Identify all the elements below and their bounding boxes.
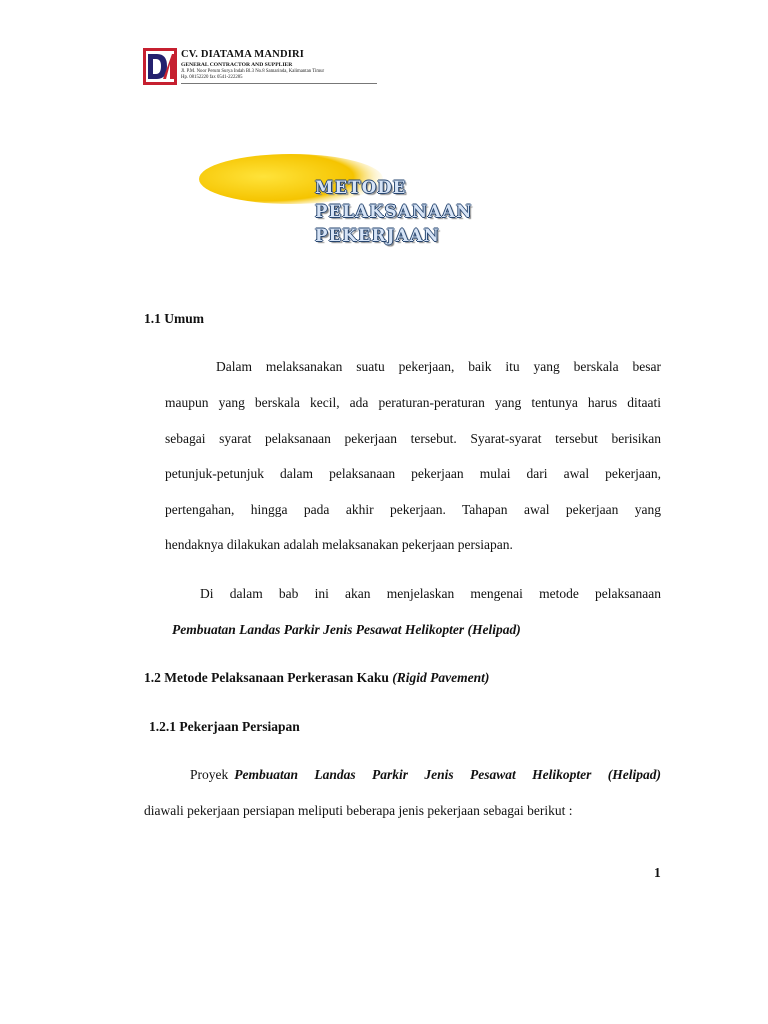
paragraph-3-line-2: diawali pekerjaan persiapan meliputi beberapa jenis pekerjaan sebagai berikut : xyxy=(144,803,573,818)
company-name: CV. DIATAMA MANDIRI xyxy=(181,49,305,60)
title-line-3: PEKERJAAN xyxy=(315,226,440,245)
letterhead-divider xyxy=(181,83,377,84)
company-logo xyxy=(143,48,177,85)
paragraph-1-line-1: Dalam melaksanakan suatu pekerjaan, baik itu yang berskala besar xyxy=(216,359,661,374)
paragraph-2-line-1: Di dalam bab ini akan menjelaskan mengenai metode pelaksanaan xyxy=(200,586,661,601)
paragraph-1-line-3: sebagai syarat pelaksanaan pekerjaan tersebut. Syarat-syarat tersebut berisikan xyxy=(165,431,661,446)
paragraph-3-project: Pembuatan Landas Parkir Jenis Pesawat Helikopter (Helipad) xyxy=(234,767,661,782)
letterhead xyxy=(143,48,385,88)
section-heading-1-1: 1.1 Umum xyxy=(144,311,204,326)
company-address: Jl. P.M. Noor Perum Surya Indah Bl.3 No.8 Samarinda, Kalimantan Timur xyxy=(181,69,325,74)
title-line-2: PELAKSANAAN xyxy=(315,202,473,221)
page-number: 1 xyxy=(654,865,661,880)
paragraph-3-line-1 xyxy=(190,767,661,783)
company-phone: Hp. 08152220 fax 0541-222285 xyxy=(181,75,243,80)
paragraph-1-line-2: maupun yang berskala kecil, ada peraturan-peraturan yang tentunya harus ditaati xyxy=(165,395,661,410)
section-heading-1-2-italic: (Rigid Pavement) xyxy=(392,670,490,685)
section-heading-1-2-1: 1.2.1 Pekerjaan Persiapan xyxy=(149,719,300,734)
document-title xyxy=(315,176,472,248)
section-heading-1-2 xyxy=(144,670,489,686)
paragraph-1-line-6: hendaknya dilakukan adalah melaksanakan pekerjaan persiapan. xyxy=(165,537,513,552)
paragraph-1-line-5: pertengahan, hingga pada akhir pekerjaan. Tahapan awal pekerjaan yang xyxy=(165,502,661,517)
paragraph-1-line-4: petunjuk-petunjuk dalam pelaksanaan pekerjaan mulai dari awal pekerjaan, xyxy=(165,466,661,481)
project-name: Pembuatan Landas Parkir Jenis Pesawat Helikopter (Helipad) xyxy=(172,622,521,637)
paragraph-3-prefix: Proyek xyxy=(190,767,229,782)
title-line-1: METODE xyxy=(315,178,407,197)
company-tagline: GENERAL CONTRACTOR AND SUPPLIER xyxy=(181,62,293,68)
section-heading-1-2-text: 1.2 Metode Pelaksanaan Perkerasan Kaku xyxy=(144,670,389,685)
